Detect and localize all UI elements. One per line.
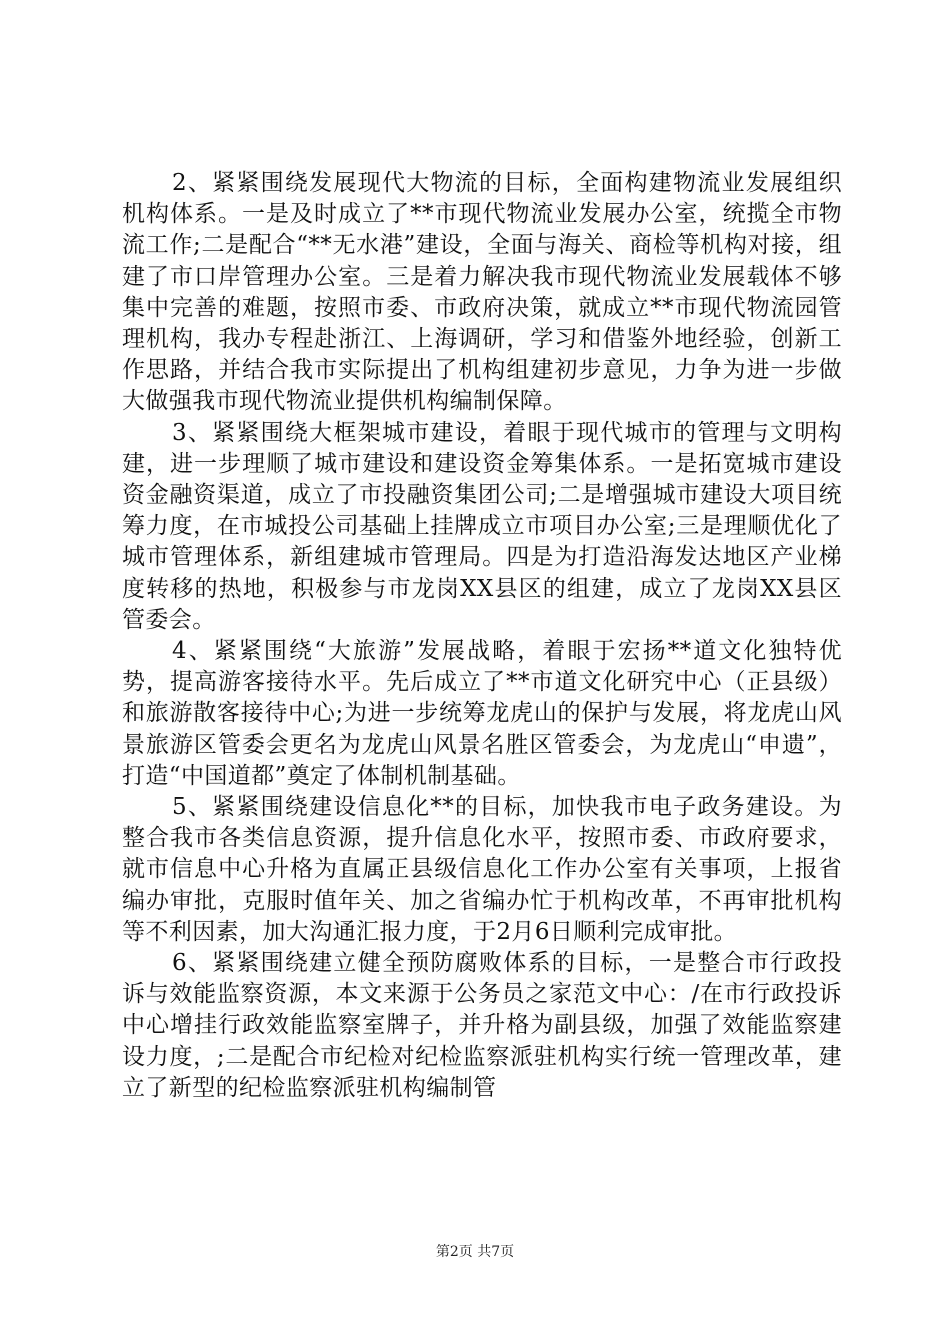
paragraph-anti-corruption: 6、紧紧围绕建立健全预防腐败体系的目标，一是整合市行政投诉与效能监察资源，本文来源于公务员之家范文中心：/在市行政投诉中心增挂行政效能监察室牌子，并升格为副县级，加强了效能监察建设力度，;二是配合市纪检对纪检监察派驻机构实行统一管理改革，建立了新型的纪检监察派驻机构编制管 (122, 950, 842, 1101)
document-body (122, 168, 842, 1104)
paragraph-tourism: 4、紧紧围绕“大旅游”发展战略，着眼于宏扬**道文化独特优势，提高游客接待水平。先后成立了**市道文化研究中心（正县级）和旅游散客接待中心;为进一步统筹龙虎山的保护与发展，将龙虎山风景旅游区管委会更名为龙虎山风景名胜区管委会，为龙虎山“申遗”，打造“中国道都”奠定了体制机制基础。 (122, 638, 842, 789)
paragraph-logistics: 2、紧紧围绕发展现代大物流的目标，全面构建物流业发展组织机构体系。一是及时成立了**市现代物流业发展办公室，统揽全市物流工作;二是配合“**无水港”建设，全面与海关、商检等机构对接，组建了市口岸管理办公室。三是着力解决我市现代物流业发展载体不够集中完善的难题，按照市委、市政府决策，就成立**市现代物流园管理机构，我办专程赴浙江、上海调研，学习和借鉴外地经验，创新工作思路，并结合我市实际提出了机构组建初步意见，力争为进一步做大做强我市现代物流业提供机构编制保障。 (122, 170, 842, 415)
paragraph-urban-construction: 3、紧紧围绕大框架城市建设，着眼于现代城市的管理与文明构建，进一步理顺了城市建设和建设资金筹集体系。一是拓宽城市建设资金融资渠道，成立了市投融资集团公司;二是增强城市建设大项目统筹力度，在市城投公司基础上挂牌成立市项目办公室;三是理顺优化了城市管理体系，新组建城市管理局。四是为打造沿海发达地区产业梯度转移的热地，积极参与市龙岗XX县区的组建，成立了龙岗XX县区管委会。 (122, 419, 842, 633)
page-number-footer: 第2页 共7页 (435, 1244, 515, 1260)
paragraph-informatization: 5、紧紧围绕建设信息化**的目标，加快我市电子政务建设。为整合我市各类信息资源，提升信息化水平，按照市委、市政府要求，就市信息中心升格为直属正县级信息化工作办公室有关事项，上报省编办审批，克服时值年关、加之省编办忙于机构改革，不再审批机构等不利因素，加大沟通汇报力度，于2月6日顺利完成审批。 (122, 794, 842, 945)
